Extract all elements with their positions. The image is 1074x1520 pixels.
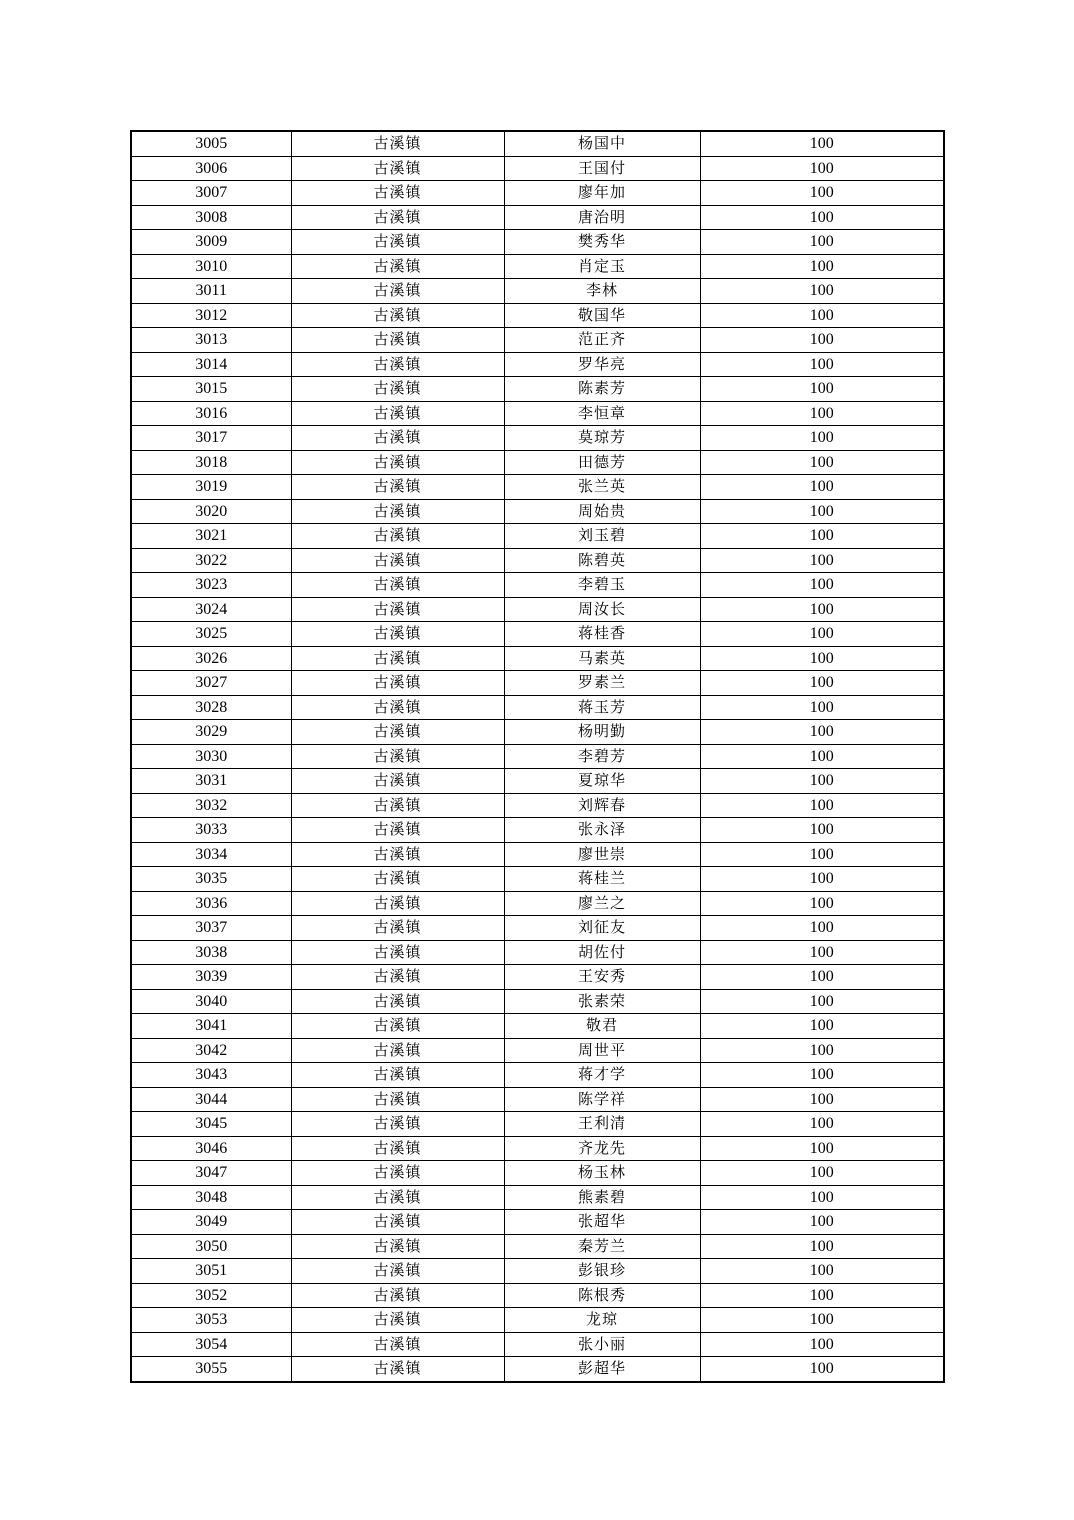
table-row xyxy=(131,989,944,1014)
table-row xyxy=(131,1308,944,1333)
town-cell: 古溪镇 xyxy=(291,1112,504,1137)
id-cell: 3023 xyxy=(131,573,291,598)
id-cell: 3054 xyxy=(131,1332,291,1357)
name-cell: 莫琼芳 xyxy=(504,426,700,451)
name-cell: 陈根秀 xyxy=(504,1283,700,1308)
table-row xyxy=(131,328,944,353)
table-row xyxy=(131,548,944,573)
amount-cell: 100 xyxy=(700,499,944,524)
name-cell: 杨明勤 xyxy=(504,720,700,745)
town-cell: 古溪镇 xyxy=(291,352,504,377)
table-row xyxy=(131,867,944,892)
name-cell: 龙琼 xyxy=(504,1308,700,1333)
table-row xyxy=(131,426,944,451)
amount-cell: 100 xyxy=(700,1308,944,1333)
amount-cell: 100 xyxy=(700,720,944,745)
id-cell: 3006 xyxy=(131,156,291,181)
amount-cell: 100 xyxy=(700,352,944,377)
id-cell: 3022 xyxy=(131,548,291,573)
id-cell: 3046 xyxy=(131,1136,291,1161)
id-cell: 3014 xyxy=(131,352,291,377)
name-cell: 周始贵 xyxy=(504,499,700,524)
id-cell: 3016 xyxy=(131,401,291,426)
table-row xyxy=(131,181,944,206)
amount-cell: 100 xyxy=(700,695,944,720)
name-cell: 杨国中 xyxy=(504,131,700,156)
name-cell: 廖年加 xyxy=(504,181,700,206)
id-cell: 3029 xyxy=(131,720,291,745)
table-row xyxy=(131,720,944,745)
town-cell: 古溪镇 xyxy=(291,303,504,328)
table-row xyxy=(131,646,944,671)
town-cell: 古溪镇 xyxy=(291,1038,504,1063)
amount-cell: 100 xyxy=(700,597,944,622)
amount-cell: 100 xyxy=(700,450,944,475)
amount-cell: 100 xyxy=(700,254,944,279)
table-row xyxy=(131,254,944,279)
amount-cell: 100 xyxy=(700,573,944,598)
id-cell: 3013 xyxy=(131,328,291,353)
amount-cell: 100 xyxy=(700,1259,944,1284)
amount-cell: 100 xyxy=(700,1161,944,1186)
table-row xyxy=(131,1259,944,1284)
table-row xyxy=(131,230,944,255)
table-row xyxy=(131,1161,944,1186)
id-cell: 3028 xyxy=(131,695,291,720)
table-row xyxy=(131,1063,944,1088)
town-cell: 古溪镇 xyxy=(291,989,504,1014)
amount-cell: 100 xyxy=(700,156,944,181)
name-cell: 张兰英 xyxy=(504,475,700,500)
name-cell: 廖兰之 xyxy=(504,891,700,916)
id-cell: 3009 xyxy=(131,230,291,255)
table-row xyxy=(131,695,944,720)
name-cell: 蒋才学 xyxy=(504,1063,700,1088)
amount-cell: 100 xyxy=(700,622,944,647)
name-cell: 罗华亮 xyxy=(504,352,700,377)
table-row xyxy=(131,1087,944,1112)
amount-cell: 100 xyxy=(700,401,944,426)
table-row xyxy=(131,916,944,941)
name-cell: 彭超华 xyxy=(504,1357,700,1382)
town-cell: 古溪镇 xyxy=(291,401,504,426)
town-cell: 古溪镇 xyxy=(291,842,504,867)
town-cell: 古溪镇 xyxy=(291,891,504,916)
name-cell: 张超华 xyxy=(504,1210,700,1235)
table-row xyxy=(131,744,944,769)
amount-cell: 100 xyxy=(700,303,944,328)
town-cell: 古溪镇 xyxy=(291,156,504,181)
name-cell: 肖定玉 xyxy=(504,254,700,279)
table-row xyxy=(131,965,944,990)
name-cell: 李林 xyxy=(504,279,700,304)
id-cell: 3031 xyxy=(131,769,291,794)
amount-cell: 100 xyxy=(700,793,944,818)
town-cell: 古溪镇 xyxy=(291,744,504,769)
amount-cell: 100 xyxy=(700,989,944,1014)
town-cell: 古溪镇 xyxy=(291,622,504,647)
name-cell: 马素英 xyxy=(504,646,700,671)
town-cell: 古溪镇 xyxy=(291,646,504,671)
roster-table-body xyxy=(131,131,944,1382)
name-cell: 张素荣 xyxy=(504,989,700,1014)
id-cell: 3052 xyxy=(131,1283,291,1308)
town-cell: 古溪镇 xyxy=(291,475,504,500)
table-row xyxy=(131,352,944,377)
amount-cell: 100 xyxy=(700,1234,944,1259)
id-cell: 3017 xyxy=(131,426,291,451)
town-cell: 古溪镇 xyxy=(291,1283,504,1308)
amount-cell: 100 xyxy=(700,769,944,794)
town-cell: 古溪镇 xyxy=(291,279,504,304)
id-cell: 3049 xyxy=(131,1210,291,1235)
name-cell: 杨玉林 xyxy=(504,1161,700,1186)
table-row xyxy=(131,793,944,818)
id-cell: 3050 xyxy=(131,1234,291,1259)
town-cell: 古溪镇 xyxy=(291,1332,504,1357)
table-row xyxy=(131,1136,944,1161)
town-cell: 古溪镇 xyxy=(291,1185,504,1210)
town-cell: 古溪镇 xyxy=(291,573,504,598)
id-cell: 3043 xyxy=(131,1063,291,1088)
id-cell: 3032 xyxy=(131,793,291,818)
id-cell: 3033 xyxy=(131,818,291,843)
id-cell: 3011 xyxy=(131,279,291,304)
id-cell: 3038 xyxy=(131,940,291,965)
town-cell: 古溪镇 xyxy=(291,205,504,230)
town-cell: 古溪镇 xyxy=(291,524,504,549)
name-cell: 陈学祥 xyxy=(504,1087,700,1112)
town-cell: 古溪镇 xyxy=(291,671,504,696)
town-cell: 古溪镇 xyxy=(291,377,504,402)
name-cell: 王利清 xyxy=(504,1112,700,1137)
id-cell: 3012 xyxy=(131,303,291,328)
table-row xyxy=(131,891,944,916)
table-row xyxy=(131,1038,944,1063)
amount-cell: 100 xyxy=(700,1185,944,1210)
amount-cell: 100 xyxy=(700,842,944,867)
amount-cell: 100 xyxy=(700,426,944,451)
id-cell: 3026 xyxy=(131,646,291,671)
amount-cell: 100 xyxy=(700,940,944,965)
table-row xyxy=(131,671,944,696)
town-cell: 古溪镇 xyxy=(291,867,504,892)
id-cell: 3018 xyxy=(131,450,291,475)
roster-table xyxy=(130,130,945,1383)
name-cell: 王国付 xyxy=(504,156,700,181)
name-cell: 范正齐 xyxy=(504,328,700,353)
town-cell: 古溪镇 xyxy=(291,131,504,156)
table-row xyxy=(131,205,944,230)
name-cell: 陈碧英 xyxy=(504,548,700,573)
id-cell: 3025 xyxy=(131,622,291,647)
table-row xyxy=(131,475,944,500)
amount-cell: 100 xyxy=(700,205,944,230)
name-cell: 敬国华 xyxy=(504,303,700,328)
town-cell: 古溪镇 xyxy=(291,965,504,990)
amount-cell: 100 xyxy=(700,131,944,156)
name-cell: 田德芳 xyxy=(504,450,700,475)
name-cell: 张小丽 xyxy=(504,1332,700,1357)
id-cell: 3037 xyxy=(131,916,291,941)
amount-cell: 100 xyxy=(700,818,944,843)
table-row xyxy=(131,303,944,328)
name-cell: 刘征友 xyxy=(504,916,700,941)
table-row xyxy=(131,450,944,475)
town-cell: 古溪镇 xyxy=(291,720,504,745)
name-cell: 齐龙先 xyxy=(504,1136,700,1161)
id-cell: 3020 xyxy=(131,499,291,524)
town-cell: 古溪镇 xyxy=(291,1087,504,1112)
name-cell: 蒋玉芳 xyxy=(504,695,700,720)
town-cell: 古溪镇 xyxy=(291,181,504,206)
amount-cell: 100 xyxy=(700,867,944,892)
name-cell: 秦芳兰 xyxy=(504,1234,700,1259)
id-cell: 3040 xyxy=(131,989,291,1014)
amount-cell: 100 xyxy=(700,1283,944,1308)
amount-cell: 100 xyxy=(700,646,944,671)
name-cell: 李碧玉 xyxy=(504,573,700,598)
town-cell: 古溪镇 xyxy=(291,1063,504,1088)
name-cell: 周世平 xyxy=(504,1038,700,1063)
amount-cell: 100 xyxy=(700,181,944,206)
table-row xyxy=(131,818,944,843)
id-cell: 3053 xyxy=(131,1308,291,1333)
name-cell: 周汝长 xyxy=(504,597,700,622)
amount-cell: 100 xyxy=(700,1087,944,1112)
id-cell: 3044 xyxy=(131,1087,291,1112)
amount-cell: 100 xyxy=(700,279,944,304)
table-row xyxy=(131,156,944,181)
table-row xyxy=(131,573,944,598)
name-cell: 唐治明 xyxy=(504,205,700,230)
amount-cell: 100 xyxy=(700,475,944,500)
table-row xyxy=(131,499,944,524)
town-cell: 古溪镇 xyxy=(291,1259,504,1284)
id-cell: 3024 xyxy=(131,597,291,622)
table-row xyxy=(131,940,944,965)
table-row xyxy=(131,769,944,794)
name-cell: 夏琼华 xyxy=(504,769,700,794)
name-cell: 廖世崇 xyxy=(504,842,700,867)
id-cell: 3036 xyxy=(131,891,291,916)
amount-cell: 100 xyxy=(700,524,944,549)
amount-cell: 100 xyxy=(700,1112,944,1137)
town-cell: 古溪镇 xyxy=(291,499,504,524)
town-cell: 古溪镇 xyxy=(291,793,504,818)
id-cell: 3041 xyxy=(131,1014,291,1039)
table-row xyxy=(131,842,944,867)
town-cell: 古溪镇 xyxy=(291,1308,504,1333)
name-cell: 胡佐付 xyxy=(504,940,700,965)
id-cell: 3035 xyxy=(131,867,291,892)
town-cell: 古溪镇 xyxy=(291,1234,504,1259)
table-row xyxy=(131,622,944,647)
table-row xyxy=(131,1357,944,1382)
table-row xyxy=(131,279,944,304)
amount-cell: 100 xyxy=(700,1063,944,1088)
town-cell: 古溪镇 xyxy=(291,940,504,965)
amount-cell: 100 xyxy=(700,1038,944,1063)
amount-cell: 100 xyxy=(700,891,944,916)
town-cell: 古溪镇 xyxy=(291,1014,504,1039)
id-cell: 3005 xyxy=(131,131,291,156)
town-cell: 古溪镇 xyxy=(291,230,504,255)
id-cell: 3015 xyxy=(131,377,291,402)
amount-cell: 100 xyxy=(700,1014,944,1039)
id-cell: 3034 xyxy=(131,842,291,867)
name-cell: 罗素兰 xyxy=(504,671,700,696)
id-cell: 3008 xyxy=(131,205,291,230)
town-cell: 古溪镇 xyxy=(291,1136,504,1161)
amount-cell: 100 xyxy=(700,1332,944,1357)
table-row xyxy=(131,1210,944,1235)
table-row xyxy=(131,1112,944,1137)
town-cell: 古溪镇 xyxy=(291,818,504,843)
name-cell: 张永泽 xyxy=(504,818,700,843)
amount-cell: 100 xyxy=(700,1357,944,1382)
table-row xyxy=(131,524,944,549)
town-cell: 古溪镇 xyxy=(291,695,504,720)
table-row xyxy=(131,597,944,622)
id-cell: 3045 xyxy=(131,1112,291,1137)
id-cell: 3042 xyxy=(131,1038,291,1063)
town-cell: 古溪镇 xyxy=(291,597,504,622)
name-cell: 陈素芳 xyxy=(504,377,700,402)
name-cell: 李恒章 xyxy=(504,401,700,426)
id-cell: 3048 xyxy=(131,1185,291,1210)
table-row xyxy=(131,1014,944,1039)
name-cell: 蒋桂兰 xyxy=(504,867,700,892)
amount-cell: 100 xyxy=(700,671,944,696)
name-cell: 李碧芳 xyxy=(504,744,700,769)
table-row xyxy=(131,1332,944,1357)
amount-cell: 100 xyxy=(700,377,944,402)
id-cell: 3007 xyxy=(131,181,291,206)
town-cell: 古溪镇 xyxy=(291,426,504,451)
town-cell: 古溪镇 xyxy=(291,254,504,279)
name-cell: 刘辉春 xyxy=(504,793,700,818)
town-cell: 古溪镇 xyxy=(291,328,504,353)
id-cell: 3021 xyxy=(131,524,291,549)
amount-cell: 100 xyxy=(700,1210,944,1235)
amount-cell: 100 xyxy=(700,328,944,353)
name-cell: 熊素碧 xyxy=(504,1185,700,1210)
table-row xyxy=(131,1283,944,1308)
amount-cell: 100 xyxy=(700,230,944,255)
name-cell: 敬君 xyxy=(504,1014,700,1039)
table-row xyxy=(131,377,944,402)
name-cell: 樊秀华 xyxy=(504,230,700,255)
id-cell: 3039 xyxy=(131,965,291,990)
id-cell: 3030 xyxy=(131,744,291,769)
table-row xyxy=(131,401,944,426)
town-cell: 古溪镇 xyxy=(291,916,504,941)
town-cell: 古溪镇 xyxy=(291,1210,504,1235)
table-row xyxy=(131,1185,944,1210)
name-cell: 王安秀 xyxy=(504,965,700,990)
id-cell: 3051 xyxy=(131,1259,291,1284)
name-cell: 蒋桂香 xyxy=(504,622,700,647)
amount-cell: 100 xyxy=(700,548,944,573)
id-cell: 3019 xyxy=(131,475,291,500)
town-cell: 古溪镇 xyxy=(291,1161,504,1186)
town-cell: 古溪镇 xyxy=(291,450,504,475)
name-cell: 彭银珍 xyxy=(504,1259,700,1284)
table-row xyxy=(131,131,944,156)
id-cell: 3047 xyxy=(131,1161,291,1186)
table-row xyxy=(131,1234,944,1259)
amount-cell: 100 xyxy=(700,916,944,941)
amount-cell: 100 xyxy=(700,965,944,990)
town-cell: 古溪镇 xyxy=(291,769,504,794)
id-cell: 3010 xyxy=(131,254,291,279)
amount-cell: 100 xyxy=(700,744,944,769)
town-cell: 古溪镇 xyxy=(291,548,504,573)
town-cell: 古溪镇 xyxy=(291,1357,504,1382)
amount-cell: 100 xyxy=(700,1136,944,1161)
id-cell: 3027 xyxy=(131,671,291,696)
name-cell: 刘玉碧 xyxy=(504,524,700,549)
id-cell: 3055 xyxy=(131,1357,291,1382)
